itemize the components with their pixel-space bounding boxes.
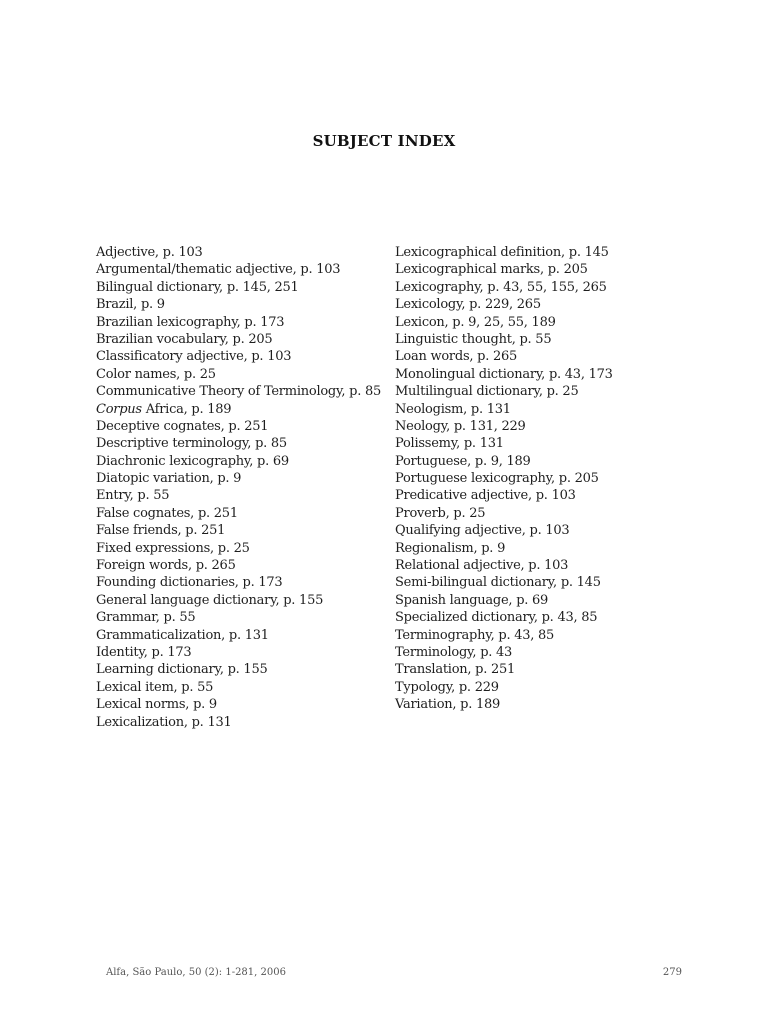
index-entry: Lexical item, p. 55 bbox=[96, 679, 214, 695]
index-entry: Semi-bilingual dictionary, p. 145 bbox=[395, 575, 601, 591]
index-entry: Regionalism, p. 9 bbox=[395, 540, 506, 556]
index-entry: Lexicology, p. 229, 265 bbox=[395, 297, 541, 313]
index-entry: Loan words, p. 265 bbox=[395, 349, 518, 365]
index-entry: Diatopic variation, p. 9 bbox=[96, 471, 242, 487]
index-entry: Portuguese lexicography, p. 205 bbox=[395, 471, 599, 487]
index-entry: Entry, p. 55 bbox=[96, 488, 170, 504]
index-entry: Diachronic lexicography, p. 69 bbox=[96, 453, 289, 469]
index-entry: Spanish language, p. 69 bbox=[395, 592, 549, 608]
index-entry: Grammar, p. 55 bbox=[96, 610, 196, 626]
index-entry: Color names, p. 25 bbox=[96, 366, 216, 382]
index-entry: Foreign words, p. 265 bbox=[96, 558, 236, 574]
index-entry: Neologism, p. 131 bbox=[395, 401, 511, 417]
index-entry: Lexical norms, p. 9 bbox=[96, 697, 217, 713]
index-entry: Qualifying adjective, p. 103 bbox=[395, 523, 570, 539]
index-entry: Predicative adjective, p. 103 bbox=[395, 488, 576, 504]
index-entry: Lexicographical definition, p. 145 bbox=[395, 245, 609, 260]
index-entry: False friends, p. 251 bbox=[96, 523, 226, 539]
index-entry: Lexicography, p. 43, 55, 155, 265 bbox=[395, 279, 607, 295]
index-entry: Descriptive terminology, p. 85 bbox=[96, 436, 287, 452]
index-entry: Fixed expressions, p. 25 bbox=[96, 540, 250, 556]
index-entry: Identity, p. 173 bbox=[96, 644, 192, 660]
index-entry: Founding dictionaries, p. 173 bbox=[96, 575, 283, 591]
index-entry-text: Africa, p. 189 bbox=[141, 401, 232, 417]
index-entry: General language dictionary, p. 155 bbox=[96, 592, 324, 608]
index-entry: Brazilian lexicography, p. 173 bbox=[96, 314, 285, 330]
index-entry: Monolingual dictionary, p. 43, 173 bbox=[395, 366, 613, 382]
index-entry: Linguistic thought, p. 55 bbox=[395, 331, 552, 347]
index-entry: Portuguese, p. 9, 189 bbox=[395, 453, 531, 469]
index-entry: Lexicalization, p. 131 bbox=[96, 714, 232, 730]
page-number: 279 bbox=[662, 967, 682, 978]
index-entry bbox=[96, 401, 386, 418]
index-entry: Proverb, p. 25 bbox=[395, 505, 486, 521]
index-entry: Terminology, p. 43 bbox=[395, 644, 513, 660]
index-column-right bbox=[395, 244, 695, 714]
index-entry: Argumental/thematic adjective, p. 103 bbox=[96, 262, 341, 278]
index-entry: Communicative Theory of Terminology, p. 85 bbox=[96, 384, 382, 400]
index-entry: Typology, p. 229 bbox=[395, 679, 499, 695]
index-entry: Adjective, p. 103 bbox=[96, 245, 203, 260]
index-entry: Lexicon, p. 9, 25, 55, 189 bbox=[395, 314, 556, 330]
index-entry: Translation, p. 251 bbox=[395, 662, 516, 678]
index-entry: Deceptive cognates, p. 251 bbox=[96, 418, 269, 434]
index-entry: Bilingual dictionary, p. 145, 251 bbox=[96, 279, 299, 295]
index-entry: Neology, p. 131, 229 bbox=[395, 418, 526, 434]
index-entry: Learning dictionary, p. 155 bbox=[96, 662, 268, 678]
footer-citation: Alfa, São Paulo, 50 (2): 1-281, 2006 bbox=[106, 967, 286, 978]
index-entry-italic-term: Corpus bbox=[96, 401, 142, 417]
index-entry: Terminography, p. 43, 85 bbox=[395, 627, 555, 643]
index-entry: Classificatory adjective, p. 103 bbox=[96, 349, 292, 365]
index-column-left bbox=[96, 244, 386, 731]
index-entry: Polissemy, p. 131 bbox=[395, 436, 504, 452]
index-entry: Specialized dictionary, p. 43, 85 bbox=[395, 610, 598, 626]
index-entry: Multilingual dictionary, p. 25 bbox=[395, 384, 579, 400]
index-entry: Variation, p. 189 bbox=[395, 697, 501, 713]
index-entry: Lexicographical marks, p. 205 bbox=[395, 262, 588, 278]
page-title: SUBJECT INDEX bbox=[312, 132, 456, 150]
index-entry: False cognates, p. 251 bbox=[96, 505, 238, 521]
index-entry: Brazilian vocabulary, p. 205 bbox=[96, 331, 273, 347]
index-entry: Grammaticalization, p. 131 bbox=[96, 627, 269, 643]
index-entry: Relational adjective, p. 103 bbox=[395, 558, 569, 574]
index-entry: Brazil, p. 9 bbox=[96, 297, 165, 313]
